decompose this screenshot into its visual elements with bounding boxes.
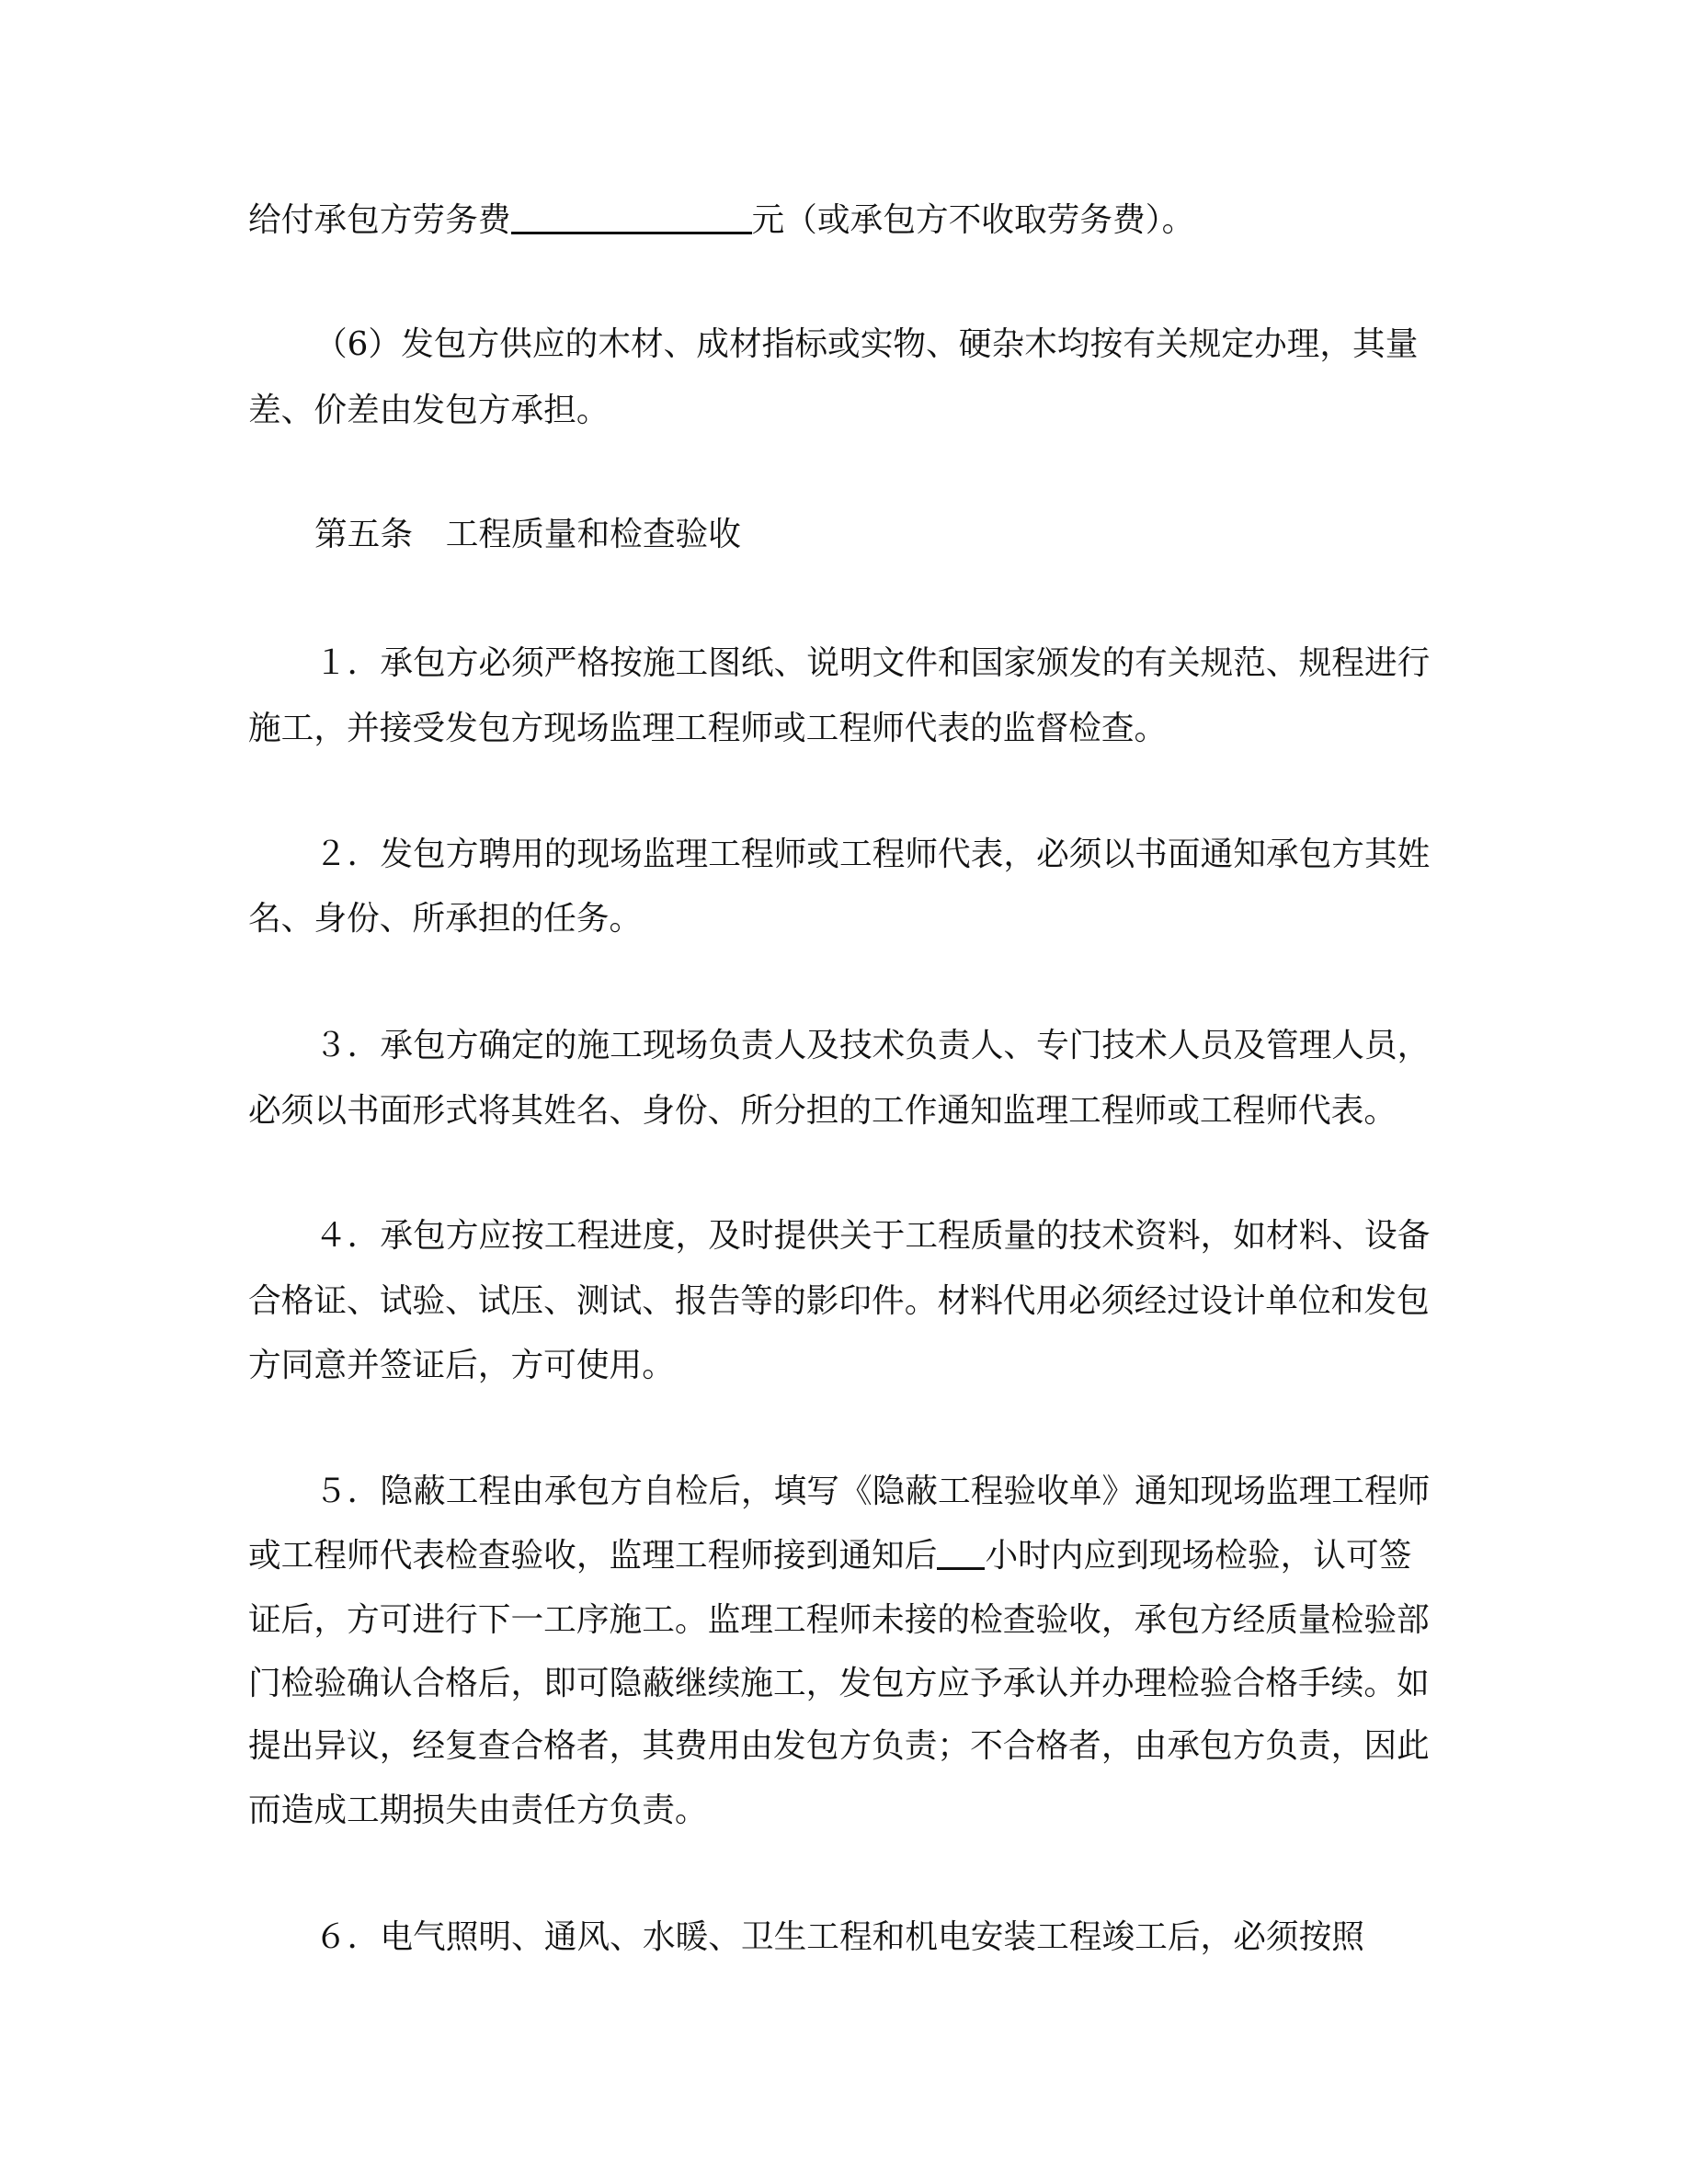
item-3-line: ３．承包方确定的施工现场负责人及技术负责人、专门技术人员及管理人员， bbox=[314, 1027, 1431, 1064]
item-4-line: ４．承包方应按工程进度，及时提供关于工程质量的技术资料，如材料、设备 bbox=[314, 1217, 1431, 1255]
item-4-line: 方同意并签证后，方可使用。 bbox=[248, 1347, 675, 1384]
item-5-line: 证后，方可进行下一工序施工。监理工程师未接的检查验收，承包方经质量检验部 bbox=[248, 1601, 1430, 1639]
item-3-line: 必须以书面形式将其姓名、身份、所分担的工作通知监理工程师或工程师代表。 bbox=[248, 1092, 1397, 1130]
article-5-heading: 第五条 工程质量和检查验收 bbox=[314, 516, 741, 553]
clause-6-line: （6）发包方供应的木材、成材指标或实物、硬杂木均按有关规定办理，其量 bbox=[314, 325, 1419, 363]
fee-paragraph bbox=[248, 200, 1194, 241]
item-5-text: 或工程师代表检查验收，监理工程师接到通知后 bbox=[248, 1537, 938, 1575]
item-5-line: 门检验确认合格后，即可隐蔽继续施工，发包方应予承认并办理检验合格手续。如 bbox=[248, 1665, 1430, 1702]
item-5-line: ５．隐蔽工程由承包方自检后，填写《隐蔽工程验收单》通知现场监理工程师 bbox=[314, 1473, 1431, 1510]
fee-blank bbox=[511, 200, 752, 234]
item-2-line: 名、身份、所承担的任务。 bbox=[248, 900, 643, 938]
fee-text-after: 元（或承包方不收取劳务费）。 bbox=[751, 201, 1195, 239]
item-5-text-after: 小时内应到现场检验，认可签 bbox=[985, 1537, 1412, 1575]
clause-6-line: 差、价差由发包方承担。 bbox=[248, 392, 610, 429]
fee-text: 给付承包方劳务费 bbox=[248, 201, 511, 239]
item-1-line: １．承包方必须严格按施工图纸、说明文件和国家颁发的有关规范、规程进行 bbox=[314, 644, 1431, 682]
item-5-line: 提出异议，经复查合格者，其费用由发包方负责；不合格者，由承包方负责，因此 bbox=[248, 1727, 1430, 1765]
hours-blank bbox=[937, 1536, 985, 1570]
item-6-line: ６．电气照明、通风、水暖、卫生工程和机电安装工程竣工后，必须按照 bbox=[314, 1918, 1364, 1956]
item-2-line: ２．发包方聘用的现场监理工程师或工程师代表，必须以书面通知承包方其姓 bbox=[314, 836, 1431, 873]
item-1-line: 施工，并接受发包方现场监理工程师或工程师代表的监督检查。 bbox=[248, 710, 1168, 747]
item-5-line bbox=[248, 1536, 1411, 1576]
item-5-line: 而造成工期损失由责任方负责。 bbox=[248, 1792, 708, 1829]
item-4-line: 合格证、试验、试压、测试、报告等的影印件。材料代用必须经过设计单位和发包 bbox=[248, 1282, 1430, 1320]
